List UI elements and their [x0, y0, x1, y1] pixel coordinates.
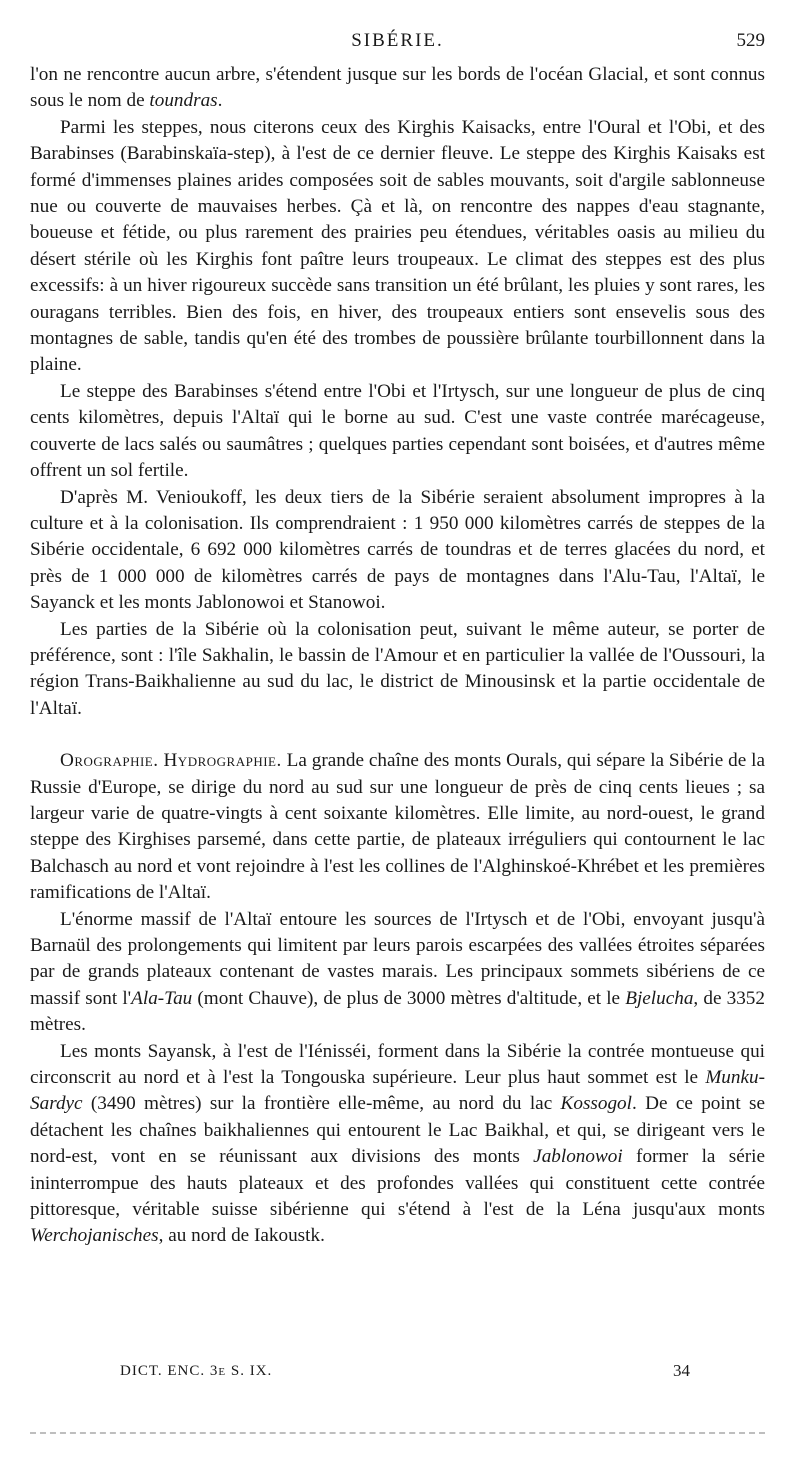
- paragraph-orographie: [30, 748, 765, 906]
- paragraph-continuation: [30, 62, 765, 115]
- paragraph-text: . De ce point se détachent les chaînes baikhaliennes qui entourent le Lac Baikhal, et qui, se dirigeant vers le nord-est, vont en se réunissant aux divisions des monts: [30, 1093, 765, 1168]
- body-text: [30, 62, 765, 1250]
- paragraph-colonisation: Les parties de la Sibérie où la colonisation peut, suivant le même auteur, se porter de préférence, sont : l'île Sakhalin, le bassin de l'Amour et en particulier la vallée de l'Oussouri, la région Trans-Baikhalienne au sud du lac, le district de Minousinsk et la partie occidentale de l'Altaï.: [30, 618, 765, 719]
- paragraph-text: Les monts Sayansk, à l'est de l'Iénisséi, forment dans la Sibérie la contrée montueuse qui circonscrit au nord et à l'est la Tongouska supérieure. Leur plus haut sommet est le: [30, 1040, 765, 1089]
- printer-signature: [120, 1361, 690, 1385]
- page-number: 529: [736, 30, 765, 51]
- section-heading-hydrographie: Hydrographie.: [163, 750, 282, 772]
- paragraph-sayansk: [30, 1039, 765, 1250]
- italic-term: Jablonowoi: [533, 1146, 623, 1168]
- italic-term: Munku-Sardyc: [30, 1067, 765, 1115]
- italic-term: Bjelucha: [625, 987, 694, 1009]
- italic-term: Ala-Tau: [131, 987, 193, 1009]
- paragraph-text: former la série ininterrompue des hauts plateaux et des profondes vallées qui constituent cette contrée pittoresque, véritable suisse sibérienne qui s'étend à l'est de la Léna jusqu'aux monts: [30, 1146, 765, 1221]
- running-title: SIBÉRIE.: [351, 30, 444, 51]
- italic-term: Werchojanisches: [30, 1225, 159, 1247]
- italic-term: Kossogol: [560, 1093, 632, 1115]
- sheet-number: 34: [673, 1361, 690, 1380]
- running-head: [30, 30, 765, 56]
- italic-term: toundras: [149, 90, 218, 112]
- paragraph-altai: [30, 907, 765, 1039]
- paragraph-steppes: Parmi les steppes, nous citerons ceux des Kirghis Kaisacks, entre l'Oural et l'Obi, et des Barabinses (Barabinskaïa-step), à l'est de ce dernier fleuve. Le steppe des Kirghis Kaisaks est formé d'immenses plaines arides composées soit de sables mouvants, soit d'argile sablonneuse nue ou couverte de mauvaises herbes. Çà et là, on rencontre des nappes d'eau stagnante, boueuse et fétide, ou plus rarement des prairies peu étendues, véritables oasis au milieu du désert stérile où les Kirghis font paître leurs troupeaux. Le climat des steppes est des plus excessifs: à un hiver rigoureux succède sans transition un été brûlant, les pluies y sont rares, les ouragans terribles. Bien des fois, en hiver, des troupeaux entiers sont ensevelis sous des montagnes de sable, tandis qu'en été des trombes de poussière brûlante tourbillonnent dans la plaine.: [30, 116, 765, 376]
- paragraph-text: (mont Chauve), de plus de 3000 mètres d'altitude, et le: [192, 987, 626, 1009]
- paragraph-venioukoff: D'après M. Venioukoff, les deux tiers de la Sibérie seraient absolument impropres à la culture et à la colonisation. Ils comprendraient : 1 950 000 kilomètres carrés de steppes de la Sibérie occidentale, 6 692 000 kilomètres carrés de toundras et de terres glacées du nord, et près de 1 000 000 de kilomètres carrés de pays de montagnes dans l'Alu-Tau, l'Altaï, le Sayanck et les monts Jablonowoi et Stanowoi.: [30, 486, 765, 614]
- paragraph-text: (3490 mètres) sur la frontière elle-même, au nord du lac: [82, 1093, 561, 1115]
- paragraph-text: l'on ne rencontre aucun arbre, s'étendent jusque sur les bords de l'océan Glacial, et sont connus sous le nom de: [30, 64, 765, 112]
- paragraph-text: , de 3352 mètres.: [30, 987, 765, 1036]
- bottom-rule: [30, 1432, 765, 1434]
- section-heading-orographie: Orographie.: [60, 750, 159, 772]
- paragraph-barabinses: Le steppe des Barabinses s'étend entre l'Obi et l'Irtysch, sur une longueur de plus de cinq cents kilomètres, depuis l'Altaï qui le borne au sud. C'est une vaste contrée marécageuse, couverte de lacs salés ou saumâtres ; quelques parties cependant sont boisées, et d'autres même offrent un sol fertile.: [30, 380, 765, 482]
- signature-mark: DICT. ENC. 3e S. IX.: [120, 1363, 273, 1379]
- paragraph-text: La grande chaîne des monts Ourals, qui sépare la Sibérie de la Russie d'Europe, se dirige du nord au sud sur une longueur de près de cinq cents lieues ; sa largeur varie de quatre-vingts à cent soixante kilomètres. Elle limite, au nord-ouest, le grand steppe des Kirghises parsemé, dans cette partie, de plateaux irréguliers qui contournent le lac Balchasch au nord et vont rejoindre à l'est les collines de l'Alghinskoé-Khrébet et les premières ramifications de l'Altaï.: [30, 750, 765, 904]
- paragraph-text: L'énorme massif de l'Altaï entoure les sources de l'Irtysch et de l'Obi, envoyant jusqu'à Barnaül des prolongements qui limitent par leurs parois escarpées des vallées étroites séparées par de grands plateaux contenant de vastes marais. Les principaux sommets sibériens de ce massif sont l': [30, 908, 765, 1009]
- paragraph-text: , au nord de Iakoustk.: [158, 1225, 325, 1247]
- paragraph-text: .: [217, 90, 223, 112]
